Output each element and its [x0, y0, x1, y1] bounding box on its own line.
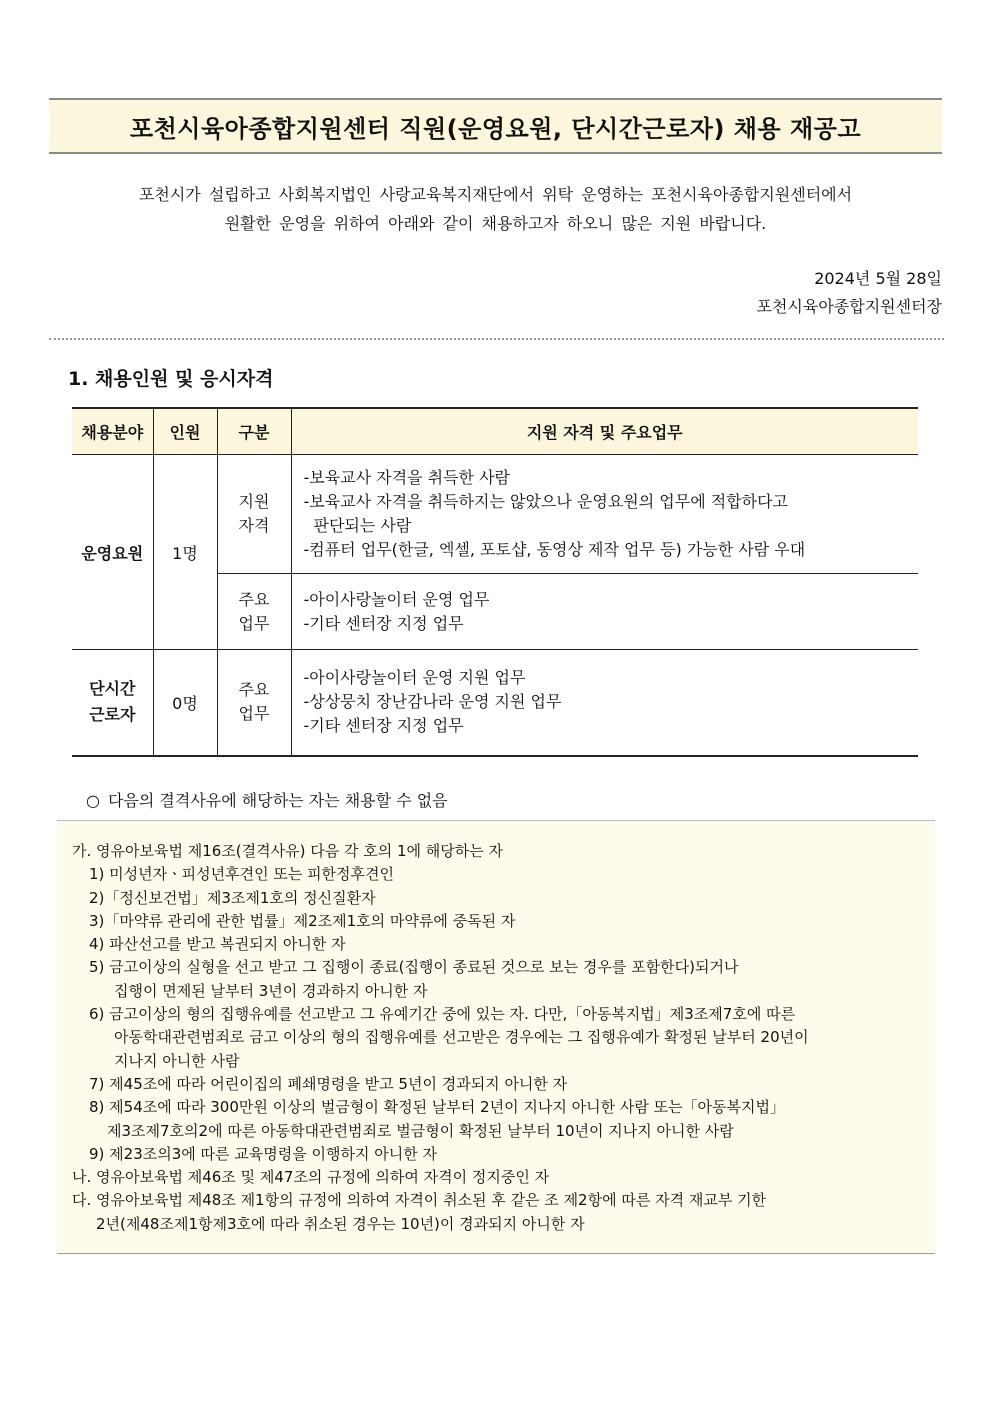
- list-item: 3)「마약류 관리에 관한 법률」제2조제1호의 마약류에 중독된 자: [89, 911, 516, 930]
- description-cell: [291, 455, 918, 574]
- description-cell: [291, 650, 918, 756]
- field-cell: 운영요원: [72, 455, 153, 650]
- category-label: 지원: [238, 492, 270, 511]
- list-item: 1) 미성년자ㆍ피성년후견인 또는 피한정후견인: [89, 865, 395, 884]
- description-line: 판단되는 사람: [313, 516, 412, 535]
- section-title: 1. 채용인원 및 응시자격: [68, 368, 274, 390]
- intro-line: 원활한 운영을 위하여 아래와 같이 채용하고자 하오니 많은 지원 바랍니다.: [224, 214, 767, 233]
- announcement-date: 2024년 5월 28일: [814, 269, 942, 288]
- list-item: 2)「정신보건법」제3조제1호의 정신질환자: [89, 888, 376, 907]
- description-line: -기타 센터장 지정 업무: [303, 613, 464, 633]
- category-label: 주요: [238, 680, 270, 700]
- category-cell: [217, 650, 291, 756]
- description-line: -아이사랑놀이터 운영 지원 업무: [303, 668, 526, 688]
- field-label: 근로자: [89, 705, 136, 725]
- category-label: 업무: [238, 704, 270, 724]
- category-cell: [217, 574, 291, 650]
- list-item: 나. 영유아보육법 제46조 및 제47조의 규정에 의하여 자격이 정지중인 자: [72, 1168, 550, 1187]
- list-item: 4) 파산선고를 받고 복권되지 아니한 자: [89, 935, 346, 954]
- intro-text: [49, 180, 942, 238]
- field-label: 단시간: [89, 679, 136, 699]
- table-row: [72, 455, 918, 574]
- page-title: 포천시육아종합지원센터 직원(운영요원, 단시간근로자) 채용 재공고: [129, 114, 862, 143]
- disqualification-notice: [86, 788, 448, 811]
- description-line: -컴퓨터 업무(한글, 엑셀, 포토샵, 동영상 제작 업무 등) 가능한 사람 우대: [303, 540, 806, 559]
- table-row: [72, 650, 918, 756]
- notice-text: 다음의 결격사유에 해당하는 자는 채용할 수 없음: [107, 791, 448, 810]
- recruitment-table: [72, 407, 918, 757]
- title-banner: [49, 98, 942, 154]
- date-signature: [757, 266, 942, 322]
- dotted-divider: [49, 338, 944, 340]
- list-item: 아동학대관련범죄로 금고 이상의 형의 집행유예를 선고받은 경우에는 그 집행유예가 확정된 날부터 20년이: [114, 1028, 809, 1047]
- header-cell: 지원 자격 및 주요업무: [291, 408, 918, 455]
- list-item: 8) 제54조에 따라 300만원 이상의 벌금형이 확정된 날부터 2년이 지나지 아니한 사람 또는「아동복지법」: [89, 1098, 786, 1117]
- list-item: 7) 제45조에 따라 어린이집의 폐쇄명령을 받고 5년이 경과되지 아니한 자: [89, 1074, 568, 1093]
- list-item: 집행이 면제된 날부터 3년이 경과하지 아니한 자: [114, 981, 428, 1000]
- disqualification-box: [57, 820, 935, 1254]
- description-cell: [291, 574, 918, 650]
- category-label: 업무: [238, 613, 270, 633]
- list-item: 6) 금고이상의 형의 집행유예를 선고받고 그 유예기간 중에 있는 자. 다만,「아동복지법」제3조제7호에 따른: [89, 1005, 796, 1024]
- category-label: 주요: [238, 589, 270, 609]
- count-cell: 0명: [153, 650, 217, 756]
- description-line: -상상뭉치 장난감나라 운영 지원 업무: [303, 692, 562, 712]
- list-item: 제3조제7호의2에 따른 아동학대관련범죄로 벌금형이 확정된 날부터 10년이 지나지 아니한 사람: [107, 1121, 734, 1140]
- description-line: -기타 센터장 지정 업무: [303, 716, 464, 736]
- header-cell: 인원: [153, 408, 217, 455]
- description-line: -아이사랑놀이터 운영 업무: [303, 589, 490, 609]
- list-item: 다. 영유아보육법 제48조 제1항의 규정에 의하여 자격이 취소된 후 같은 조 제2항에 따른 자격 재교부 기한: [72, 1191, 767, 1210]
- header-cell: 채용분야: [72, 408, 153, 455]
- category-label: 자격: [238, 516, 270, 535]
- description-line: -보육교사 자격을 취득한 사람: [303, 468, 511, 487]
- circle-bullet: ○: [86, 791, 100, 810]
- table-header-row: [72, 408, 918, 455]
- list-item: 2년(제48조제1항제3호에 따라 취소된 경우는 10년)이 경과되지 아니한 자: [96, 1214, 585, 1233]
- list-item: 5) 금고이상의 실형을 선고 받고 그 집행이 종료(집행이 종료된 것으로 보는 경우를 포함한다)되거나: [89, 958, 739, 977]
- issuer-name: 포천시육아종합지원센터장: [756, 297, 942, 316]
- list-item: 지나지 아니한 사람: [114, 1051, 240, 1070]
- list-item: 가. 영유아보육법 제16조(결격사유) 다음 각 호의 1에 해당하는 자: [72, 842, 504, 860]
- description-line: -보육교사 자격을 취득하지는 않았으나 운영요원의 업무에 적합하다고: [303, 492, 789, 511]
- list-item: 9) 제23조의3에 따른 교육명령을 이행하지 아니한 자: [89, 1144, 437, 1163]
- intro-line: 포천시가 설립하고 사회복지법인 사랑교육복지재단에서 위탁 운영하는 포천시육아종합지원센터에서: [138, 185, 853, 204]
- category-cell: [217, 455, 291, 574]
- header-cell: 구분: [217, 408, 291, 455]
- field-cell: [72, 650, 153, 756]
- count-cell: 1명: [153, 455, 217, 650]
